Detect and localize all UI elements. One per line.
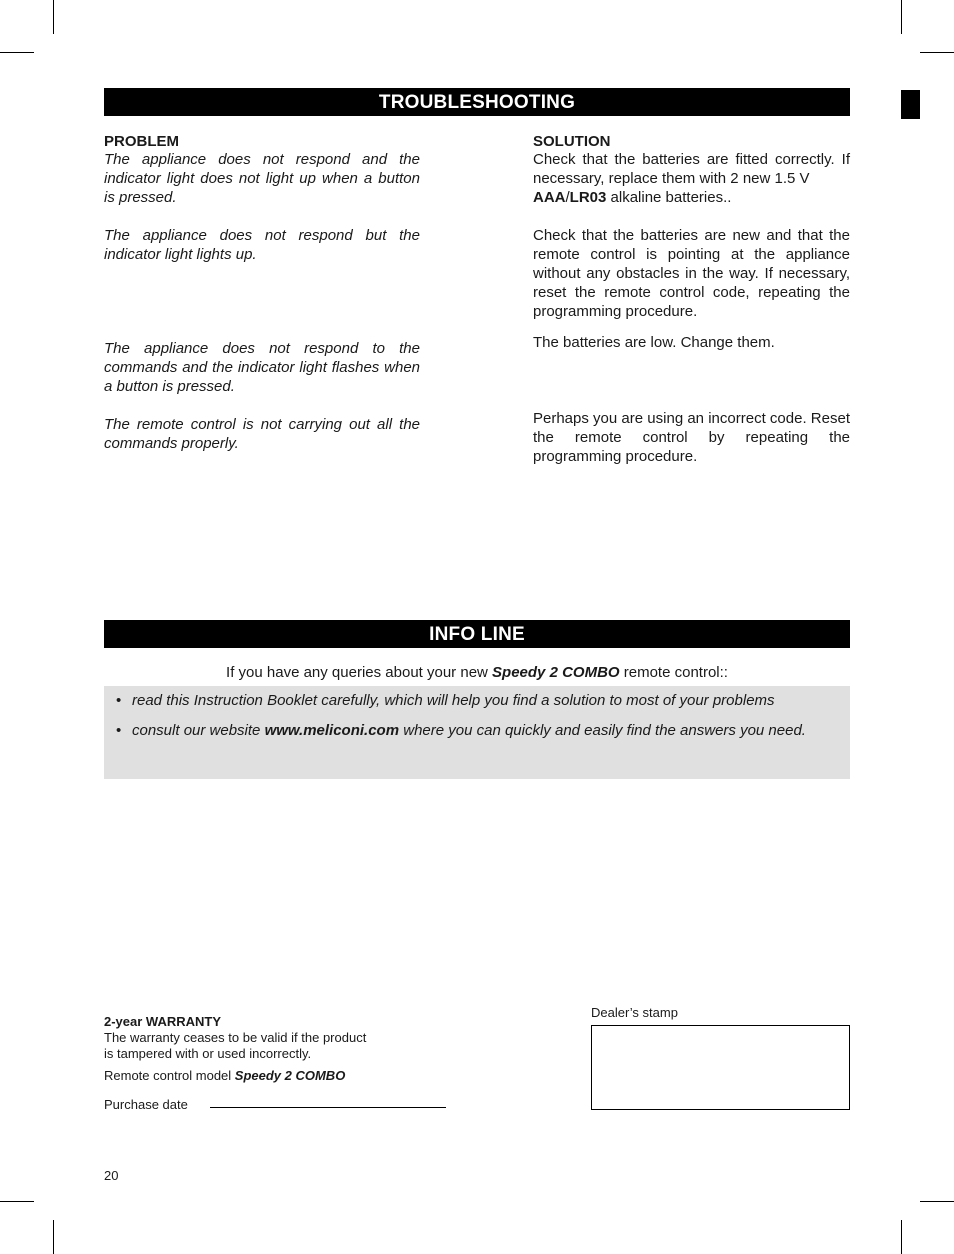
crop-mark-top-left-h bbox=[0, 52, 34, 53]
model-name: Speedy 2 COMBO bbox=[234, 1068, 346, 1083]
warranty-line-2: is tampered with or used incorrectly. bbox=[104, 1046, 312, 1061]
crop-mark-bottom-right-v bbox=[901, 1220, 902, 1254]
info-bullet-2-prefix: consult our website bbox=[132, 722, 265, 739]
problem-3: The appliance does not respond to the commands and the indicator light flashes when a button is pressed. bbox=[104, 340, 420, 395]
battery-aaa: AAA bbox=[533, 189, 566, 206]
info-box bbox=[104, 686, 850, 779]
troubleshooting-title: TROUBLESHOOTING bbox=[104, 88, 850, 116]
crop-mark-bottom-left-v bbox=[53, 1220, 54, 1254]
battery-slash: / bbox=[565, 189, 570, 206]
solution-4: Perhaps you are using an incorrect code. Reset the remote control by repeating the programming procedure. bbox=[533, 410, 850, 465]
problem-header: PROBLEM bbox=[104, 133, 179, 150]
crop-mark-bottom-right-h bbox=[920, 1201, 954, 1202]
model-label: Remote control model bbox=[104, 1068, 235, 1083]
website-link[interactable]: www.meliconi.com bbox=[264, 722, 400, 739]
problem-4: The remote control is not carrying out all the commands properly. bbox=[104, 416, 420, 452]
bullet-icon: • bbox=[116, 722, 122, 739]
info-intro-suffix: remote control:: bbox=[619, 664, 728, 681]
bullet-icon: • bbox=[116, 692, 122, 709]
solution-header: SOLUTION bbox=[533, 133, 611, 150]
problem-header-wrap bbox=[104, 132, 179, 151]
purchase-date-line[interactable] bbox=[210, 1107, 446, 1108]
info-bullet-2-suffix: where you can quickly and easily find the answers you need. bbox=[399, 722, 806, 739]
solution-1 bbox=[533, 150, 850, 207]
warranty-line-1: The warranty ceases to be valid if the product bbox=[104, 1030, 367, 1045]
problem-1: The appliance does not respond and the indicator light does not light up when a button is pressed. bbox=[104, 151, 420, 206]
info-bullet-2 bbox=[116, 722, 806, 739]
info-intro-prefix: If you have any queries about your new bbox=[226, 664, 493, 681]
solution-2: Check that the batteries are new and that the remote control is pointing at the appliance without any obstacles in the way. If necessary, reset the remote control code, repeating the programming procedure. bbox=[533, 227, 850, 320]
product-name: Speedy 2 COMBO bbox=[492, 664, 620, 681]
model-line bbox=[104, 1068, 345, 1084]
dealer-stamp-box bbox=[591, 1025, 850, 1110]
crop-mark-top-left-v bbox=[53, 0, 54, 34]
dealer-stamp-label: Dealer’s stamp bbox=[591, 1005, 678, 1020]
info-intro bbox=[104, 664, 850, 681]
warranty-title: 2-year WARRANTY bbox=[104, 1014, 222, 1029]
info-line-title: INFO LINE bbox=[104, 620, 850, 648]
purchase-date-label: Purchase date bbox=[104, 1097, 188, 1112]
crop-mark-top-right-v bbox=[901, 0, 902, 34]
page-tab-marker bbox=[901, 90, 920, 119]
solution-3: The batteries are low. Change them. bbox=[533, 334, 775, 351]
crop-mark-top-right-h bbox=[920, 52, 954, 53]
solution-1-suffix: alkaline batteries.. bbox=[606, 189, 732, 206]
info-bullet-1 bbox=[116, 692, 775, 709]
problem-2: The appliance does not respond but the indicator light lights up. bbox=[104, 227, 420, 263]
info-bullet-1-text: read this Instruction Booklet carefully, which will help you find a solution to most of your problems bbox=[132, 692, 775, 709]
battery-lr03: LR03 bbox=[569, 189, 607, 206]
solution-header-wrap bbox=[533, 132, 611, 151]
solution-1-text: Check that the batteries are fitted correctly. If necessary, replace them with 2 new 1.5 V bbox=[533, 151, 850, 187]
crop-mark-bottom-left-h bbox=[0, 1201, 34, 1202]
page-number: 20 bbox=[104, 1168, 119, 1183]
